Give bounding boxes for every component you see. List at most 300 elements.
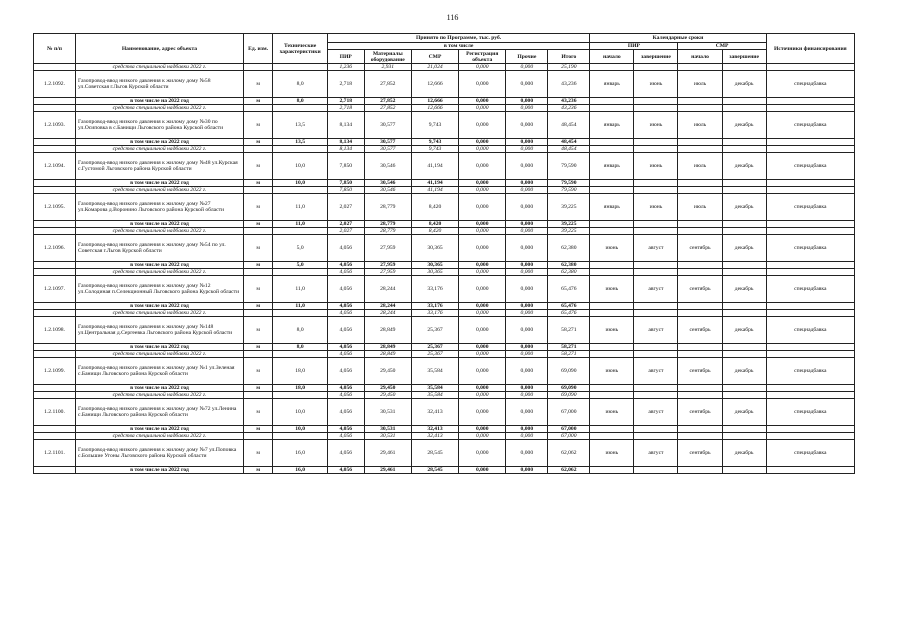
cell-materials: 27,852	[364, 105, 411, 112]
cell-total: 67,000	[548, 426, 590, 433]
cell-unit: м	[243, 358, 272, 385]
object-row	[34, 358, 855, 385]
cell-source	[766, 310, 854, 317]
cell-num	[34, 262, 76, 269]
cell-pir: 2,718	[327, 98, 364, 105]
cell-pir: 4,056	[327, 392, 364, 399]
cell-smr-start	[678, 221, 722, 228]
cell-smr: 30,365	[411, 262, 458, 269]
cell-name: Газопровод-ввод низкого давления к жилому дому №148 ул.Центральная д.Сергеевка Льговского района Курской области	[75, 317, 243, 344]
cell-unit: м	[243, 221, 272, 228]
cell-smr: 32,413	[411, 433, 458, 440]
object-row	[34, 235, 855, 262]
cell-registration: 0,000	[459, 426, 506, 433]
cell-pir-start: январь	[590, 153, 634, 180]
cell-total: 58,271	[548, 344, 590, 351]
header-registration: Регистрация объекта	[459, 50, 506, 64]
cell-smr-end: декабрь	[722, 399, 766, 426]
cell-pir-start	[590, 139, 634, 146]
cell-name: Газопровод-ввод низкого давления к жилому дому №48 ул.Курская с.Густомой Льговского района Курской области	[75, 153, 243, 180]
header-incl-group: в том числе	[327, 43, 589, 50]
cell-pir-end	[634, 187, 678, 194]
cell-unit: м	[243, 344, 272, 351]
cell-registration: 0,000	[459, 440, 506, 467]
cell-unit	[243, 310, 272, 317]
cell-smr: 9,743	[411, 139, 458, 146]
object-row	[34, 153, 855, 180]
cell-pir-start	[590, 221, 634, 228]
cell-total: 39,225	[548, 194, 590, 221]
cell-pir-end	[634, 139, 678, 146]
cell-materials: 28,849	[364, 351, 411, 358]
cell-smr: 25,367	[411, 351, 458, 358]
cell-source: спецнадбавка	[766, 71, 854, 98]
cell-smr-end: декабрь	[722, 276, 766, 303]
cell-materials: 29,450	[364, 392, 411, 399]
cell-pir-start	[590, 98, 634, 105]
cell-materials: 27,959	[364, 262, 411, 269]
cell-registration: 0,000	[459, 146, 506, 153]
cell-smr-end	[722, 392, 766, 399]
cell-unit: м	[243, 262, 272, 269]
cell-registration: 0,000	[459, 310, 506, 317]
cell-name: Газопровод-ввод низкого давления к жилому дому №30 по ул.Осиповка в с.Банищи Льговского района Курской области	[75, 112, 243, 139]
cell-smr-end	[722, 433, 766, 440]
cell-pir-start	[590, 426, 634, 433]
cell-other: 0,000	[506, 392, 548, 399]
cell-smr-end: декабрь	[722, 71, 766, 98]
cell-total: 65,476	[548, 310, 590, 317]
cell-smr: 21,024	[411, 64, 458, 71]
cell-smr: 35,584	[411, 385, 458, 392]
cell-smr-end	[722, 467, 766, 474]
cell-pir-start	[590, 269, 634, 276]
cell-tech: 13,5	[273, 112, 328, 139]
cell-smr-end: декабрь	[722, 317, 766, 344]
cell-name: в том числе на 2022 год	[75, 303, 243, 310]
cell-pir-end	[634, 228, 678, 235]
cell-smr-end	[722, 385, 766, 392]
cell-other: 0,000	[506, 276, 548, 303]
cell-smr-end	[722, 180, 766, 187]
cell-name: средства специальной надбавки 2022 г.	[75, 269, 243, 276]
cell-unit: м	[243, 139, 272, 146]
cell-materials: 30,531	[364, 433, 411, 440]
cell-registration: 0,000	[459, 276, 506, 303]
funding-row	[34, 351, 855, 358]
cell-pir: 4,056	[327, 440, 364, 467]
cell-num	[34, 385, 76, 392]
cell-pir-start	[590, 146, 634, 153]
cell-materials: 29,461	[364, 440, 411, 467]
cell-pir: 4,056	[327, 467, 364, 474]
cell-total: 69,090	[548, 358, 590, 385]
cell-other: 0,000	[506, 440, 548, 467]
cell-registration: 0,000	[459, 392, 506, 399]
cell-registration: 0,000	[459, 98, 506, 105]
header-smr-start: начало	[678, 50, 722, 64]
subtotal-row	[34, 98, 855, 105]
cell-smr-end: декабрь	[722, 153, 766, 180]
cell-name: средства специальной надбавки 2022 г.	[75, 64, 243, 71]
funding-row	[34, 187, 855, 194]
cell-pir-end: август	[634, 276, 678, 303]
cell-pir-end	[634, 426, 678, 433]
cell-pir-start: январь	[590, 194, 634, 221]
cell-pir-end	[634, 344, 678, 351]
cell-pir: 4,056	[327, 399, 364, 426]
cell-smr-start	[678, 433, 722, 440]
cell-name: Газопровод-ввод низкого давления к жилому дому №1 ул.Зеленая с.Банищи Льговского района Курской области	[75, 358, 243, 385]
header-num: № п/п	[34, 34, 76, 64]
cell-materials: 30,577	[364, 146, 411, 153]
cell-name: Газопровод-ввод низкого давления к жилому дому №12 ул.Солодиная п.Селекционный Льговского района Курской области	[75, 276, 243, 303]
object-row	[34, 194, 855, 221]
cell-num	[34, 228, 76, 235]
cell-registration: 0,000	[459, 194, 506, 221]
cell-name: в том числе на 2022 год	[75, 139, 243, 146]
cell-pir-start	[590, 351, 634, 358]
cell-pir-end: август	[634, 399, 678, 426]
cell-tech	[273, 269, 328, 276]
cell-name: в том числе на 2022 год	[75, 180, 243, 187]
cell-total: 25,190	[548, 64, 590, 71]
cell-unit: м	[243, 71, 272, 98]
header-materials: Материалы оборудование	[364, 50, 411, 64]
cell-other: 0,000	[506, 221, 548, 228]
cell-registration: 0,000	[459, 235, 506, 262]
cell-num: 1.2.1092.	[34, 71, 76, 98]
cell-num	[34, 433, 76, 440]
cell-total: 48,454	[548, 112, 590, 139]
cell-pir-end: август	[634, 235, 678, 262]
cell-unit	[243, 351, 272, 358]
cell-total: 67,000	[548, 399, 590, 426]
cell-smr: 28,545	[411, 440, 458, 467]
cell-unit: м	[243, 399, 272, 426]
cell-pir-end	[634, 433, 678, 440]
cell-other: 0,000	[506, 228, 548, 235]
cell-materials: 29,461	[364, 467, 411, 474]
cell-total: 62,062	[548, 440, 590, 467]
cell-pir-end: июнь	[634, 194, 678, 221]
cell-registration: 0,000	[459, 303, 506, 310]
cell-materials: 28,244	[364, 276, 411, 303]
cell-other: 0,000	[506, 433, 548, 440]
cell-smr-start	[678, 146, 722, 153]
cell-materials: 27,959	[364, 235, 411, 262]
cell-tech	[273, 310, 328, 317]
cell-num	[34, 187, 76, 194]
cell-registration: 0,000	[459, 221, 506, 228]
cell-source	[766, 426, 854, 433]
cell-pir-end	[634, 351, 678, 358]
object-row	[34, 440, 855, 467]
table-header	[34, 34, 855, 64]
header-calendar-group: Календарные сроки	[590, 34, 766, 43]
cell-unit: м	[243, 385, 272, 392]
cell-tech: 5,0	[273, 235, 328, 262]
cell-smr: 33,176	[411, 276, 458, 303]
cell-pir-start: июнь	[590, 317, 634, 344]
cell-unit: м	[243, 426, 272, 433]
cell-pir: 2,027	[327, 221, 364, 228]
cell-pir-end	[634, 105, 678, 112]
cell-tech	[273, 351, 328, 358]
cell-total: 39,225	[548, 228, 590, 235]
header-other: Прочие	[506, 50, 548, 64]
cell-smr: 8,420	[411, 228, 458, 235]
cell-tech: 18,0	[273, 358, 328, 385]
cell-pir-end	[634, 64, 678, 71]
cell-pir-end	[634, 221, 678, 228]
cell-total: 58,271	[548, 317, 590, 344]
header-name: Наименование, адрес объекта	[75, 34, 243, 64]
object-row	[34, 71, 855, 98]
cell-total: 62,380	[548, 262, 590, 269]
cell-smr-start	[678, 303, 722, 310]
cell-materials: 28,244	[364, 310, 411, 317]
cell-num: 1.2.1096.	[34, 235, 76, 262]
cell-registration: 0,000	[459, 269, 506, 276]
cell-smr: 25,367	[411, 344, 458, 351]
cell-registration: 0,000	[459, 112, 506, 139]
cell-tech	[273, 187, 328, 194]
cell-source: спецнадбавка	[766, 112, 854, 139]
funding-row	[34, 105, 855, 112]
cell-total: 43,236	[548, 98, 590, 105]
cell-other: 0,000	[506, 399, 548, 426]
cell-smr: 41,194	[411, 187, 458, 194]
cell-smr: 12,666	[411, 105, 458, 112]
cell-registration: 0,000	[459, 262, 506, 269]
cell-pir-start: июнь	[590, 358, 634, 385]
cell-num	[34, 180, 76, 187]
cell-pir-start	[590, 467, 634, 474]
cell-pir: 8,134	[327, 146, 364, 153]
cell-num: 1.2.1101.	[34, 440, 76, 467]
cell-materials: 30,546	[364, 153, 411, 180]
cell-pir-end: июнь	[634, 71, 678, 98]
cell-registration: 0,000	[459, 358, 506, 385]
cell-total: 48,454	[548, 146, 590, 153]
funding-row	[34, 392, 855, 399]
cell-source	[766, 64, 854, 71]
cell-unit	[243, 187, 272, 194]
cell-source: спецнадбавка	[766, 153, 854, 180]
cell-smr-start: сентябрь	[678, 276, 722, 303]
cell-smr-start	[678, 467, 722, 474]
cell-name: Газопровод-ввод низкого давления к жилому дому №72 ул.Ленина с.Банищи Льговского района Курской области	[75, 399, 243, 426]
cell-smr-start: июль	[678, 153, 722, 180]
cell-registration: 0,000	[459, 399, 506, 426]
cell-pir: 7,850	[327, 187, 364, 194]
cell-tech: 8,0	[273, 71, 328, 98]
cell-smr-end	[722, 310, 766, 317]
cell-num: 1.2.1093.	[34, 112, 76, 139]
cell-registration: 0,000	[459, 317, 506, 344]
cell-pir-start	[590, 392, 634, 399]
cell-total: 58,271	[548, 351, 590, 358]
cell-smr-start	[678, 310, 722, 317]
cell-other: 0,000	[506, 98, 548, 105]
cell-source	[766, 146, 854, 153]
cell-total: 62,062	[548, 467, 590, 474]
object-row	[34, 112, 855, 139]
cell-smr: 12,666	[411, 71, 458, 98]
cell-pir-start: июнь	[590, 440, 634, 467]
cell-unit: м	[243, 153, 272, 180]
cell-other: 0,000	[506, 426, 548, 433]
cell-materials: 27,852	[364, 71, 411, 98]
cell-other: 0,000	[506, 303, 548, 310]
cell-tech: 8,0	[273, 344, 328, 351]
cell-registration: 0,000	[459, 187, 506, 194]
subtotal-row	[34, 385, 855, 392]
cell-source	[766, 98, 854, 105]
cell-smr-start: сентябрь	[678, 399, 722, 426]
cell-materials: 30,577	[364, 139, 411, 146]
cell-num	[34, 467, 76, 474]
cell-smr-start	[678, 64, 722, 71]
cell-smr: 33,176	[411, 310, 458, 317]
cell-unit: м	[243, 98, 272, 105]
cell-pir: 4,056	[327, 303, 364, 310]
cell-total: 39,225	[548, 221, 590, 228]
header-smr: СМР	[411, 50, 458, 64]
cell-pir: 4,056	[327, 317, 364, 344]
cell-pir: 4,056	[327, 269, 364, 276]
funding-row	[34, 228, 855, 235]
cell-unit: м	[243, 440, 272, 467]
cell-source	[766, 467, 854, 474]
cell-num	[34, 303, 76, 310]
cell-smr-start	[678, 426, 722, 433]
cell-materials: 28,779	[364, 221, 411, 228]
cell-smr: 30,365	[411, 269, 458, 276]
cell-unit: м	[243, 235, 272, 262]
cell-num: 1.2.1097.	[34, 276, 76, 303]
cell-unit: м	[243, 303, 272, 310]
cell-materials: 28,849	[364, 344, 411, 351]
cell-tech: 10,0	[273, 426, 328, 433]
cell-num	[34, 392, 76, 399]
cell-materials: 27,959	[364, 269, 411, 276]
cell-num	[34, 344, 76, 351]
cell-pir-end: июнь	[634, 153, 678, 180]
cell-num	[34, 221, 76, 228]
cell-other: 0,000	[506, 194, 548, 221]
cell-smr-end: декабрь	[722, 112, 766, 139]
cell-num: 1.2.1100.	[34, 399, 76, 426]
cell-smr: 35,584	[411, 392, 458, 399]
header-unit: Ед. изм.	[243, 34, 272, 64]
cell-smr-end	[722, 228, 766, 235]
program-table	[33, 33, 855, 474]
cell-total: 79,590	[548, 180, 590, 187]
cell-smr: 25,367	[411, 317, 458, 344]
cell-num	[34, 146, 76, 153]
cell-smr-start	[678, 139, 722, 146]
cell-pir-start: июнь	[590, 276, 634, 303]
cell-other: 0,000	[506, 385, 548, 392]
cell-name: средства специальной надбавки 2022 г.	[75, 105, 243, 112]
cell-smr-start	[678, 187, 722, 194]
cell-total: 69,090	[548, 392, 590, 399]
cell-name: Газопровод-ввод низкого давления к жилому дому №54 по ул. Советская г.Льгов Курской области	[75, 235, 243, 262]
header-program-group: Принято по Программе, тыс. руб.	[327, 34, 589, 43]
funding-row	[34, 433, 855, 440]
cell-other: 0,000	[506, 180, 548, 187]
cell-source: спецнадбавка	[766, 235, 854, 262]
cell-total: 67,000	[548, 433, 590, 440]
cell-smr-start	[678, 98, 722, 105]
cell-pir: 4,056	[327, 262, 364, 269]
cell-total: 79,590	[548, 153, 590, 180]
cell-smr-start: сентябрь	[678, 317, 722, 344]
object-row	[34, 399, 855, 426]
cell-name: средства специальной надбавки 2022 г.	[75, 187, 243, 194]
cell-source	[766, 180, 854, 187]
cell-name: в том числе на 2022 год	[75, 344, 243, 351]
subtotal-row	[34, 262, 855, 269]
cell-pir-end: август	[634, 358, 678, 385]
cell-registration: 0,000	[459, 433, 506, 440]
cell-materials: 30,546	[364, 187, 411, 194]
header-tech: Технические характеристики	[273, 34, 328, 64]
cell-smr: 30,365	[411, 235, 458, 262]
cell-smr: 32,413	[411, 399, 458, 426]
cell-registration: 0,000	[459, 64, 506, 71]
cell-tech: 11,0	[273, 221, 328, 228]
header-pir-group: ПИР	[590, 43, 678, 50]
cell-source	[766, 221, 854, 228]
cell-registration: 0,000	[459, 180, 506, 187]
object-row	[34, 276, 855, 303]
cell-smr: 33,176	[411, 303, 458, 310]
cell-pir: 4,056	[327, 358, 364, 385]
cell-materials: 28,779	[364, 228, 411, 235]
page-number: 116	[446, 13, 459, 22]
cell-smr-start	[678, 262, 722, 269]
funding-row	[34, 269, 855, 276]
subtotal-row	[34, 180, 855, 187]
cell-total: 48,454	[548, 139, 590, 146]
cell-pir: 7,850	[327, 180, 364, 187]
cell-tech: 11,0	[273, 194, 328, 221]
cell-source	[766, 344, 854, 351]
header-pir: ПИР	[327, 50, 364, 64]
cell-tech: 8,0	[273, 98, 328, 105]
cell-smr-start	[678, 351, 722, 358]
cell-pir-start	[590, 385, 634, 392]
cell-pir-end: август	[634, 317, 678, 344]
subtotal-row	[34, 344, 855, 351]
cell-smr: 28,545	[411, 467, 458, 474]
cell-total: 65,476	[548, 276, 590, 303]
cell-name: средства специальной надбавки 2022 г.	[75, 392, 243, 399]
cell-pir: 4,056	[327, 351, 364, 358]
cell-registration: 0,000	[459, 351, 506, 358]
cell-pir: 4,056	[327, 385, 364, 392]
cell-materials: 29,450	[364, 385, 411, 392]
cell-pir: 4,056	[327, 235, 364, 262]
cell-pir-start: январь	[590, 112, 634, 139]
cell-registration: 0,000	[459, 385, 506, 392]
cell-pir-start	[590, 105, 634, 112]
cell-pir-start	[590, 187, 634, 194]
cell-tech: 11,0	[273, 276, 328, 303]
